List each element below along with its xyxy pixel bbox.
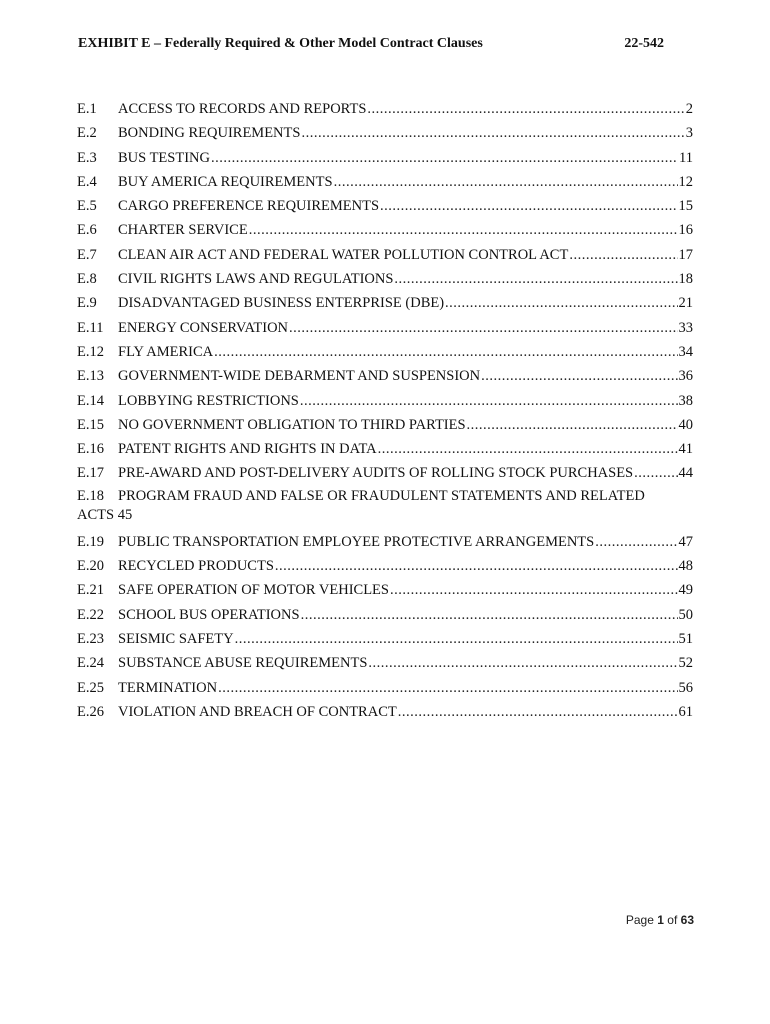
toc-entry-page: 49	[678, 582, 693, 599]
toc-entry-title: PRE-AWARD AND POST-DELIVERY AUDITS OF ROLLING STOCK PURCHASES	[118, 465, 634, 482]
toc-entry-number: E.11	[77, 319, 104, 336]
toc-entry-page: 52	[678, 655, 693, 672]
toc-entry-title: NO GOVERNMENT OBLIGATION TO THIRD PARTIES	[118, 416, 466, 433]
dot-leader	[634, 461, 677, 485]
dot-leader	[300, 389, 678, 413]
toc-entry[interactable]	[77, 437, 693, 461]
dot-leader	[380, 194, 677, 218]
toc-entry[interactable]	[77, 267, 693, 291]
toc-entry-page: 33	[678, 319, 693, 336]
toc-entry[interactable]	[77, 170, 693, 194]
toc-entry-number: E.9	[77, 295, 97, 312]
toc-entry-page: 50	[678, 606, 693, 623]
toc-entry[interactable]	[77, 146, 693, 170]
toc-entry-number: E.4	[77, 173, 97, 190]
toc-entry-page: 11	[679, 149, 693, 166]
dot-leader	[235, 627, 678, 651]
toc-entry[interactable]	[77, 218, 693, 242]
toc-entry-page: 61	[678, 703, 693, 720]
toc-entry-page: 38	[678, 392, 693, 409]
toc-entry-title: CIVIL RIGHTS LAWS AND REGULATIONS	[118, 271, 394, 288]
page-header	[78, 36, 664, 56]
toc-entry-number: E.14	[77, 392, 104, 409]
toc-entry[interactable]	[77, 530, 693, 554]
dot-leader	[289, 316, 677, 340]
toc-entry-number: E.7	[77, 246, 97, 263]
dot-leader	[334, 170, 678, 194]
toc-entry[interactable]	[77, 578, 693, 602]
toc-entry[interactable]	[77, 340, 693, 364]
toc-entry-page: 21	[678, 295, 693, 312]
toc-entry-number: E.26	[77, 703, 104, 720]
toc-entry[interactable]	[77, 651, 693, 675]
toc-entry-page: 40	[678, 416, 693, 433]
toc-entry[interactable]	[77, 413, 693, 437]
dot-leader	[275, 554, 678, 578]
toc-entry-page: 15	[678, 198, 693, 215]
toc-entry-number: E.6	[77, 222, 97, 239]
toc-entry-number: E.23	[77, 630, 104, 647]
toc-entry-page: 44	[678, 465, 693, 482]
of-word: of	[667, 913, 678, 927]
toc-entry-page: 47	[678, 533, 693, 550]
toc-entry-title: ACCESS TO RECORDS AND REPORTS	[118, 101, 367, 117]
toc-entry-title: SAFE OPERATION OF MOTOR VEHICLES	[118, 582, 389, 599]
table-of-contents	[77, 97, 693, 724]
toc-entry-number: E.19	[77, 533, 104, 550]
toc-entry-page: 48	[678, 558, 693, 575]
dot-leader	[378, 437, 678, 461]
dot-leader	[249, 218, 678, 242]
dot-leader	[481, 364, 677, 388]
toc-entry[interactable]	[77, 486, 693, 530]
toc-entry[interactable]	[77, 554, 693, 578]
dot-leader	[367, 97, 684, 121]
toc-entry-page: 3	[685, 125, 693, 142]
toc-entry-page: 34	[678, 343, 693, 360]
toc-entry-title: BUS TESTING	[118, 149, 210, 166]
dot-leader	[211, 146, 678, 170]
toc-entry-title: SUBSTANCE ABUSE REQUIREMENTS	[118, 655, 368, 672]
dot-leader	[214, 340, 677, 364]
toc-entry-title: DISADVANTAGED BUSINESS ENTERPRISE (DBE)	[118, 295, 445, 312]
toc-entry-title: PATENT RIGHTS AND RIGHTS IN DATA	[118, 441, 377, 458]
dot-leader	[390, 578, 678, 602]
toc-entry-number: E.8	[77, 271, 97, 288]
toc-entry-page: 12	[678, 173, 693, 190]
toc-entry-number: E.2	[77, 125, 97, 142]
toc-entry-number: E.16	[77, 441, 104, 458]
toc-entry-number: E.24	[77, 655, 104, 672]
toc-entry-title: BONDING REQUIREMENTS	[118, 125, 301, 142]
dot-leader	[301, 121, 684, 145]
toc-entry[interactable]	[77, 627, 693, 651]
toc-entry-title: PROGRAM FRAUD AND FALSE OR FRAUDULENT STATEMENTS AND RELATED	[118, 487, 645, 504]
toc-entry-page: 2	[685, 101, 693, 117]
toc-entry[interactable]	[77, 389, 693, 413]
toc-entry-title: FLY AMERICA	[118, 343, 214, 360]
current-page-number: 1	[657, 913, 664, 927]
toc-entry-number: E.3	[77, 149, 97, 166]
toc-entry-number: E.15	[77, 416, 104, 433]
toc-entry-number: E.1	[77, 101, 97, 117]
dot-leader	[467, 413, 678, 437]
toc-entry-page: 36	[678, 368, 693, 385]
toc-entry-title: VIOLATION AND BREACH OF CONTRACT	[118, 703, 397, 720]
toc-entry-page: 51	[678, 630, 693, 647]
toc-entry-number: E.13	[77, 368, 104, 385]
toc-entry-title: BUY AMERICA REQUIREMENTS	[118, 173, 333, 190]
toc-entry[interactable]	[77, 461, 693, 485]
toc-entry-number: E.21	[77, 582, 104, 599]
toc-entry-title: CARGO PREFERENCE REQUIREMENTS	[118, 198, 380, 215]
toc-entry-number: E.18	[77, 487, 104, 504]
toc-entry-title: SEISMIC SAFETY	[118, 630, 234, 647]
toc-entry[interactable]	[77, 121, 693, 145]
toc-entry[interactable]	[77, 676, 693, 700]
dot-leader	[445, 291, 677, 315]
exhibit-title: EXHIBIT E – Federally Required & Other Model Contract Clauses	[78, 36, 483, 51]
page-word: Page	[625, 913, 654, 927]
toc-entry[interactable]	[77, 364, 693, 388]
toc-entry-page: 45	[117, 506, 133, 523]
page-footer	[560, 913, 694, 927]
document-code: 22-542	[624, 36, 664, 51]
dot-leader	[394, 267, 677, 291]
toc-entry-title: SCHOOL BUS OPERATIONS	[118, 606, 300, 623]
toc-entry-page: 18	[678, 271, 693, 288]
toc-entry[interactable]	[77, 243, 693, 267]
toc-entry-title: ENERGY CONSERVATION	[118, 319, 289, 336]
toc-entry-title: CLEAN AIR ACT AND FEDERAL WATER POLLUTION CONTROL ACT	[118, 246, 569, 263]
toc-entry[interactable]	[77, 700, 693, 724]
toc-entry[interactable]	[77, 194, 693, 218]
toc-entry-number: E.22	[77, 606, 104, 623]
dot-leader	[569, 243, 677, 267]
toc-entry-page: 16	[678, 222, 693, 239]
toc-entry-page: 17	[678, 246, 693, 263]
toc-entry-page: 41	[678, 441, 693, 458]
toc-entry-title: PUBLIC TRANSPORTATION EMPLOYEE PROTECTIVE ARRANGEMENTS	[118, 533, 595, 550]
toc-entry-number: E.12	[77, 343, 104, 360]
toc-entry-page: 56	[678, 679, 693, 696]
toc-entry-number: E.20	[77, 558, 104, 575]
dot-leader	[301, 603, 678, 627]
toc-entry-title: CHARTER SERVICE	[118, 222, 248, 239]
toc-entry[interactable]	[77, 603, 693, 627]
toc-entry-number: E.25	[77, 679, 104, 696]
toc-entry-title-continued: ACTS	[77, 506, 115, 523]
toc-entry-title: GOVERNMENT-WIDE DEBARMENT AND SUSPENSION	[118, 368, 481, 385]
total-pages-number: 63	[680, 913, 694, 927]
toc-entry-title: LOBBYING RESTRICTIONS	[118, 392, 299, 409]
dot-leader	[595, 530, 677, 554]
dot-leader	[368, 651, 677, 675]
toc-entry-number: E.17	[77, 465, 104, 482]
dot-leader	[398, 700, 678, 724]
toc-entry[interactable]	[77, 291, 693, 315]
toc-entry[interactable]	[77, 316, 693, 340]
toc-entry-title: RECYCLED PRODUCTS	[118, 558, 274, 575]
toc-entry-number: E.5	[77, 198, 97, 215]
toc-entry[interactable]	[77, 97, 693, 121]
toc-entry-title: TERMINATION	[118, 679, 218, 696]
dot-leader	[218, 676, 677, 700]
